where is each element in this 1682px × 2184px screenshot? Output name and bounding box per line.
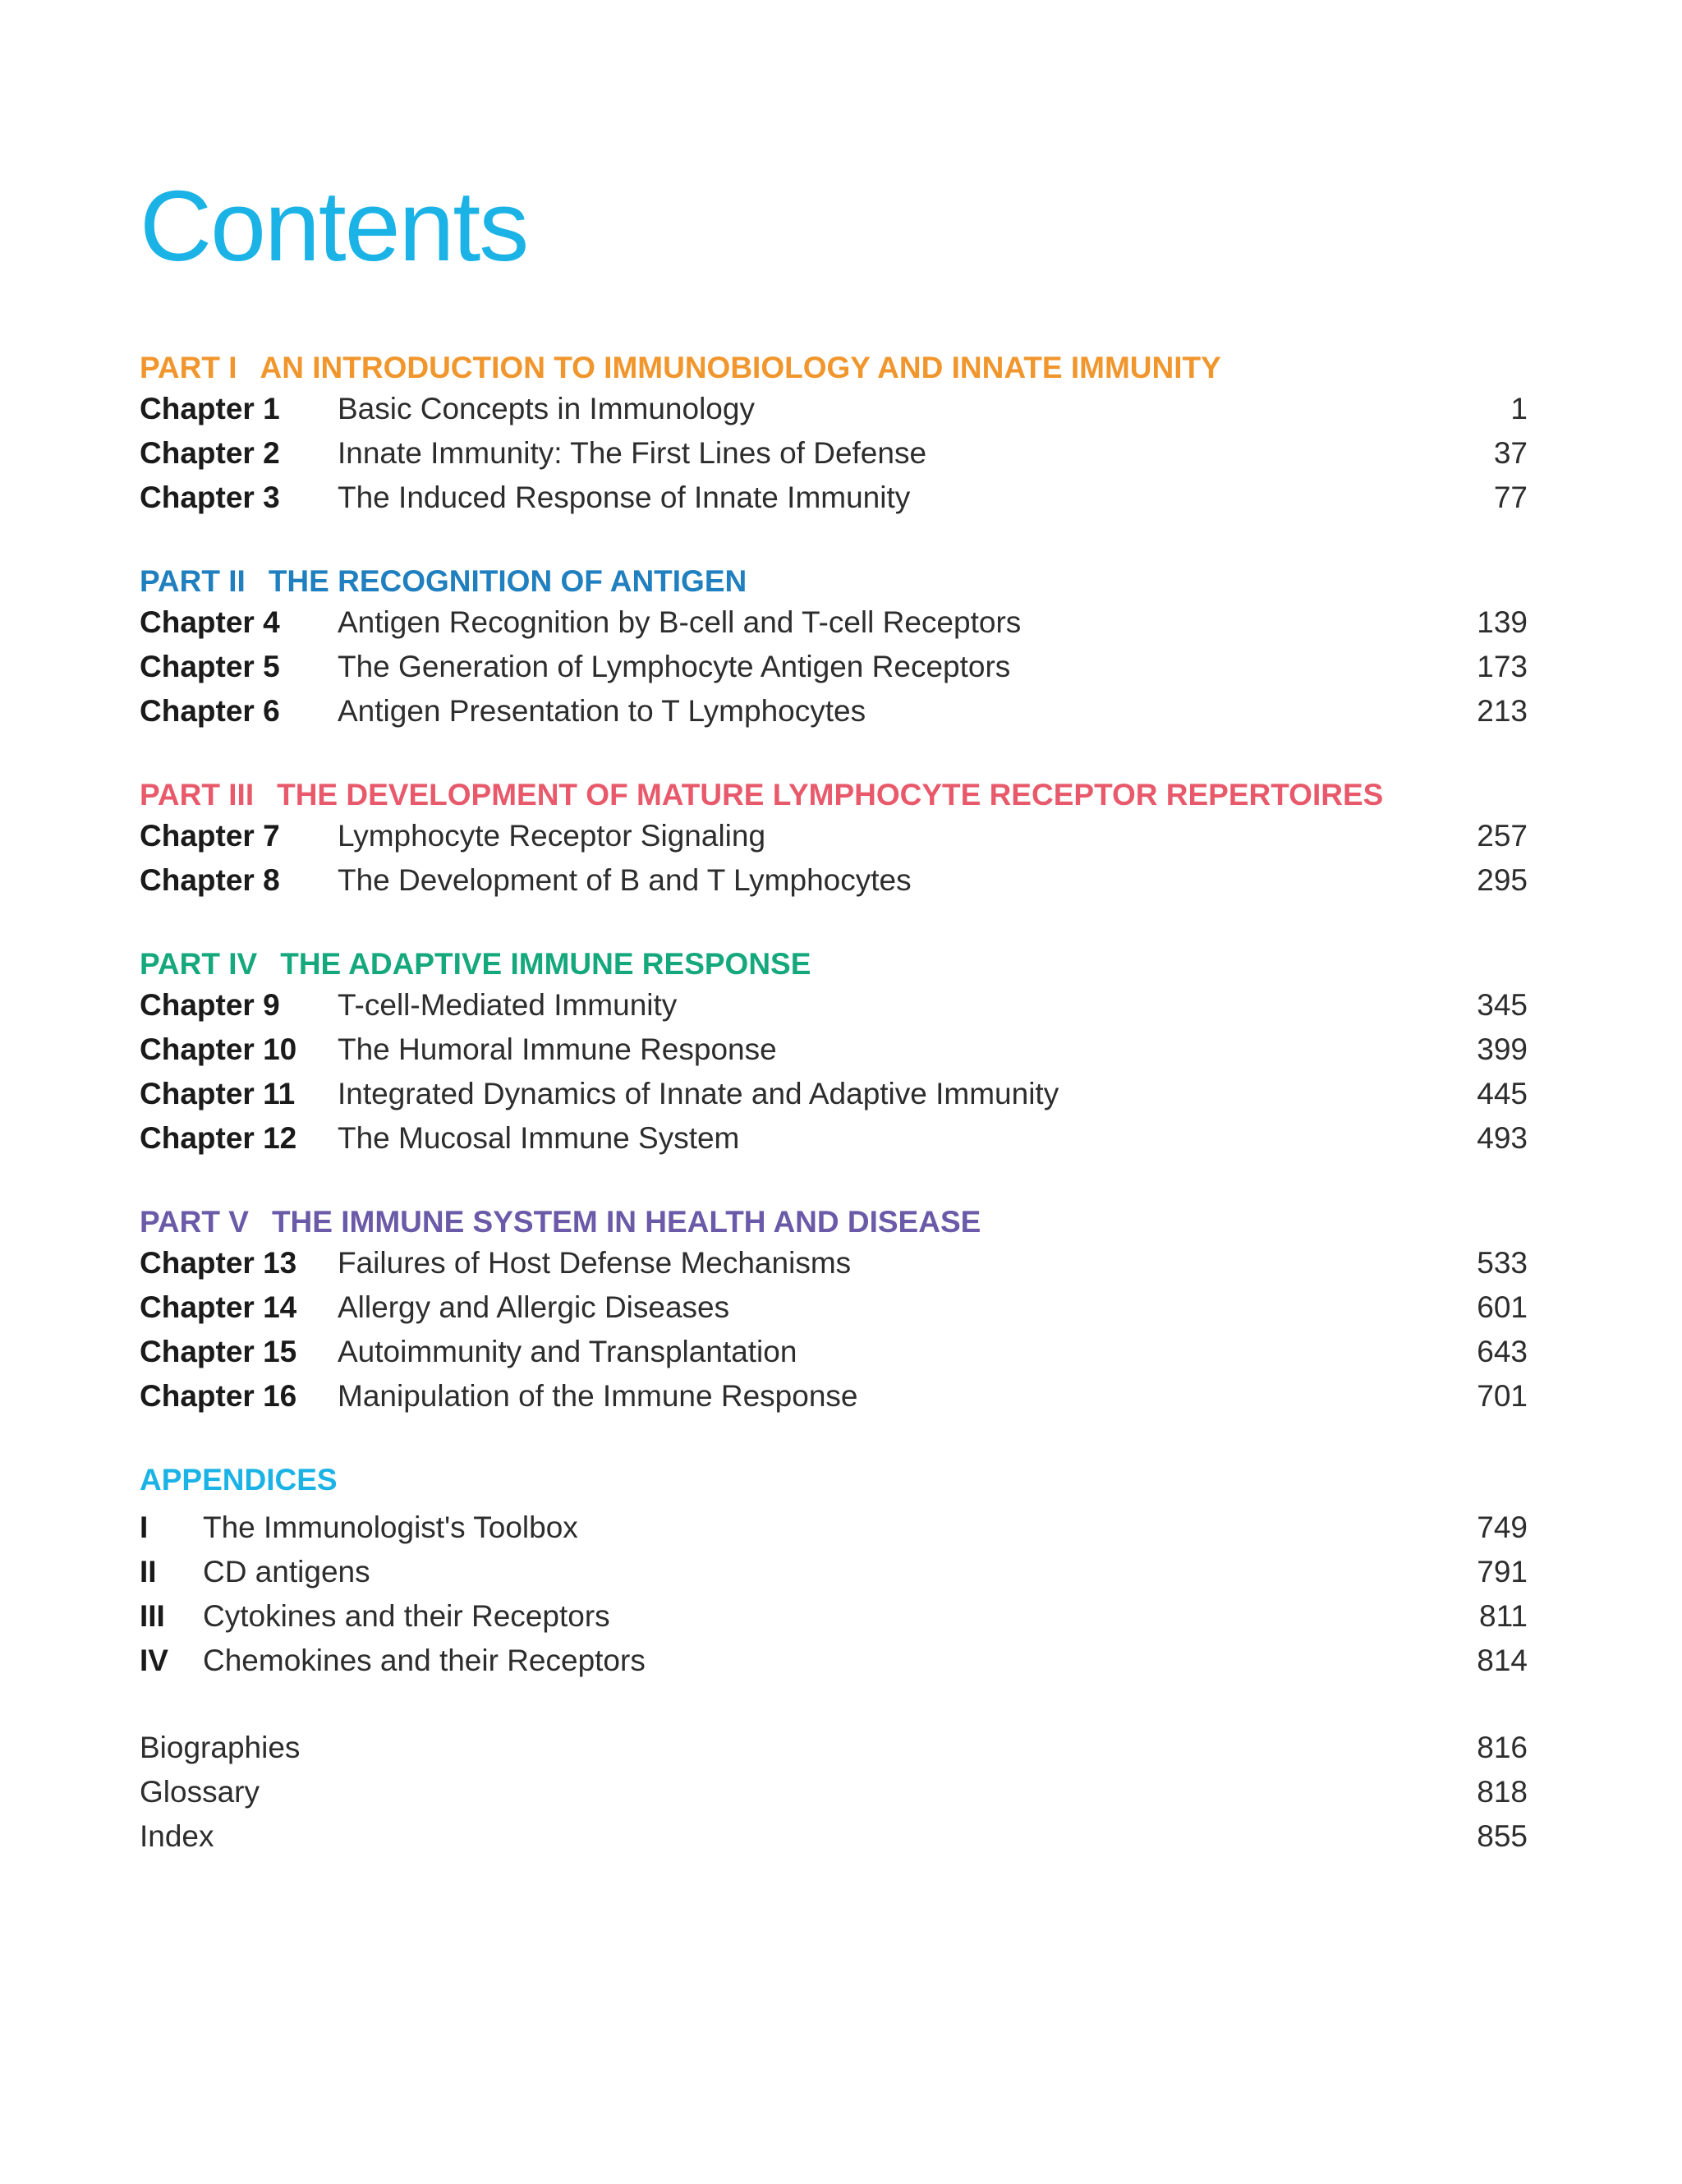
chapter-label: Chapter 8 [140,863,280,897]
page-number: 257 [1477,819,1528,853]
back-matter-entry[interactable] [140,1726,1528,1770]
chapter-label: Chapter 14 [140,1290,297,1324]
chapter-entry[interactable] [140,1330,1528,1374]
appendix-label: I [140,1510,149,1544]
contents-page [140,168,1528,1859]
part-label: PART I [140,351,237,384]
page-number: 37 [1493,436,1528,470]
chapter-title: Allergy and Allergic Diseases [338,1290,730,1324]
chapter-label: Chapter 4 [140,605,280,639]
page-number: 1 [1510,392,1528,425]
page-number: 345 [1477,988,1528,1022]
chapter-title: Integrated Dynamics of Innate and Adaptive Immunity [338,1077,1059,1110]
part-1 [140,349,1528,520]
appendix-entry[interactable] [140,1506,1528,1550]
page-number: 601 [1477,1290,1528,1324]
chapter-entry[interactable] [140,1285,1528,1330]
appendix-title: CD antigens [203,1555,370,1589]
chapter-title: Basic Concepts in Immunology [338,392,755,425]
chapter-entry[interactable] [140,1241,1528,1285]
chapter-entry[interactable] [140,431,1528,476]
appendix-entry[interactable] [140,1550,1528,1594]
appendix-title: Chemokines and their Receptors [203,1644,646,1677]
page-number: 814 [1477,1644,1528,1677]
chapter-title: Autoimmunity and Transplantation [338,1335,797,1368]
chapter-title: The Mucosal Immune System [338,1121,740,1155]
chapter-title: The Generation of Lymphocyte Antigen Receptors [338,650,1011,683]
chapter-label: Chapter 13 [140,1246,297,1280]
part-label: PART V [140,1205,249,1239]
appendix-label: IV [140,1644,168,1677]
chapter-label: Chapter 7 [140,819,280,853]
page-number: 445 [1477,1077,1528,1110]
chapter-entry[interactable] [140,983,1528,1028]
chapter-label: Chapter 16 [140,1379,297,1413]
chapter-entry[interactable] [140,1028,1528,1072]
part-title: THE DEVELOPMENT OF MATURE LYMPHOCYTE RECEPTOR REPERTOIRES [277,778,1384,812]
part-4 [140,945,1528,1161]
appendix-entry[interactable] [140,1594,1528,1639]
chapter-entry[interactable] [140,387,1528,431]
part-title: THE ADAPTIVE IMMUNE RESPONSE [280,947,811,981]
chapter-entry[interactable] [140,1374,1528,1418]
chapter-label: Chapter 10 [140,1032,297,1066]
chapter-label: Chapter 2 [140,436,280,470]
part-heading [140,776,1528,814]
page-number: 139 [1477,605,1528,639]
part-label: PART III [140,778,255,812]
page-title: Contents [140,170,528,282]
part-title: AN INTRODUCTION TO IMMUNOBIOLOGY AND INNATE IMMUNITY [260,351,1221,384]
appendix-entry[interactable] [140,1639,1528,1683]
chapter-entry[interactable] [140,689,1528,733]
part-5 [140,1203,1528,1418]
page-number: 173 [1477,650,1528,683]
back-matter-title: Glossary [140,1775,260,1809]
page-number: 855 [1477,1819,1528,1853]
page-number: 818 [1477,1775,1528,1809]
page-number: 791 [1477,1555,1528,1589]
part-title: THE IMMUNE SYSTEM IN HEALTH AND DISEASE [271,1205,981,1239]
chapter-title: Manipulation of the Immune Response [338,1379,858,1413]
chapter-entry[interactable] [140,476,1528,520]
chapter-label: Chapter 15 [140,1335,297,1368]
chapter-title: Antigen Recognition by B-cell and T-cell Receptors [338,605,1022,639]
page-number: 77 [1493,480,1528,514]
chapter-title: The Development of B and T Lymphocytes [338,863,912,897]
page-number: 643 [1477,1335,1528,1368]
page-number: 816 [1477,1731,1528,1764]
chapter-label: Chapter 12 [140,1121,297,1155]
chapter-entry[interactable] [140,645,1528,689]
appendix-title: The Immunologist's Toolbox [203,1510,578,1544]
chapter-title: Antigen Presentation to T Lymphocytes [338,694,866,728]
back-matter-title: Biographies [140,1731,301,1764]
back-matter-entry[interactable] [140,1814,1528,1859]
part-3 [140,776,1528,903]
back-matter-entry[interactable] [140,1770,1528,1814]
chapter-label: Chapter 1 [140,392,280,425]
chapter-title: Innate Immunity: The First Lines of Defense [338,436,927,470]
appendix-label: II [140,1555,157,1589]
page-number: 533 [1477,1246,1528,1280]
part-label: PART IV [140,947,258,981]
part-2 [140,563,1528,733]
chapter-entry[interactable] [140,1072,1528,1116]
part-heading [140,563,1528,600]
chapter-entry[interactable] [140,858,1528,903]
chapter-label: Chapter 3 [140,480,280,514]
chapter-title: The Humoral Immune Response [338,1032,777,1066]
chapter-entry[interactable] [140,814,1528,858]
part-title: THE RECOGNITION OF ANTIGEN [268,564,747,598]
appendix-label: III [140,1599,165,1633]
chapter-title: Failures of Host Defense Mechanisms [338,1246,852,1280]
page-number: 749 [1477,1510,1528,1544]
chapter-label: Chapter 5 [140,650,280,683]
part-heading [140,1203,1528,1241]
chapter-entry[interactable] [140,1116,1528,1161]
page-number: 213 [1477,694,1528,728]
chapter-label: Chapter 9 [140,988,280,1022]
page-number: 399 [1477,1032,1528,1066]
part-heading [140,945,1528,983]
chapter-title: T-cell-Mediated Immunity [338,988,678,1022]
back-matter [140,1726,1528,1859]
chapter-label: Chapter 11 [140,1077,296,1110]
chapter-title: The Induced Response of Innate Immunity [338,480,911,514]
appendices [140,1461,1528,1683]
page-number: 295 [1477,863,1528,897]
page-number: 701 [1477,1379,1528,1413]
chapter-entry[interactable] [140,600,1528,645]
part-heading [140,349,1528,387]
page-number: 493 [1477,1121,1528,1155]
chapter-label: Chapter 6 [140,694,280,728]
part-label: PART II [140,564,246,598]
back-matter-title: Index [140,1819,214,1853]
page-number: 811 [1479,1599,1528,1633]
appendix-title: Cytokines and their Receptors [203,1599,610,1633]
appendices-heading: APPENDICES [140,1463,338,1497]
chapter-title: Lymphocyte Receptor Signaling [338,819,766,853]
